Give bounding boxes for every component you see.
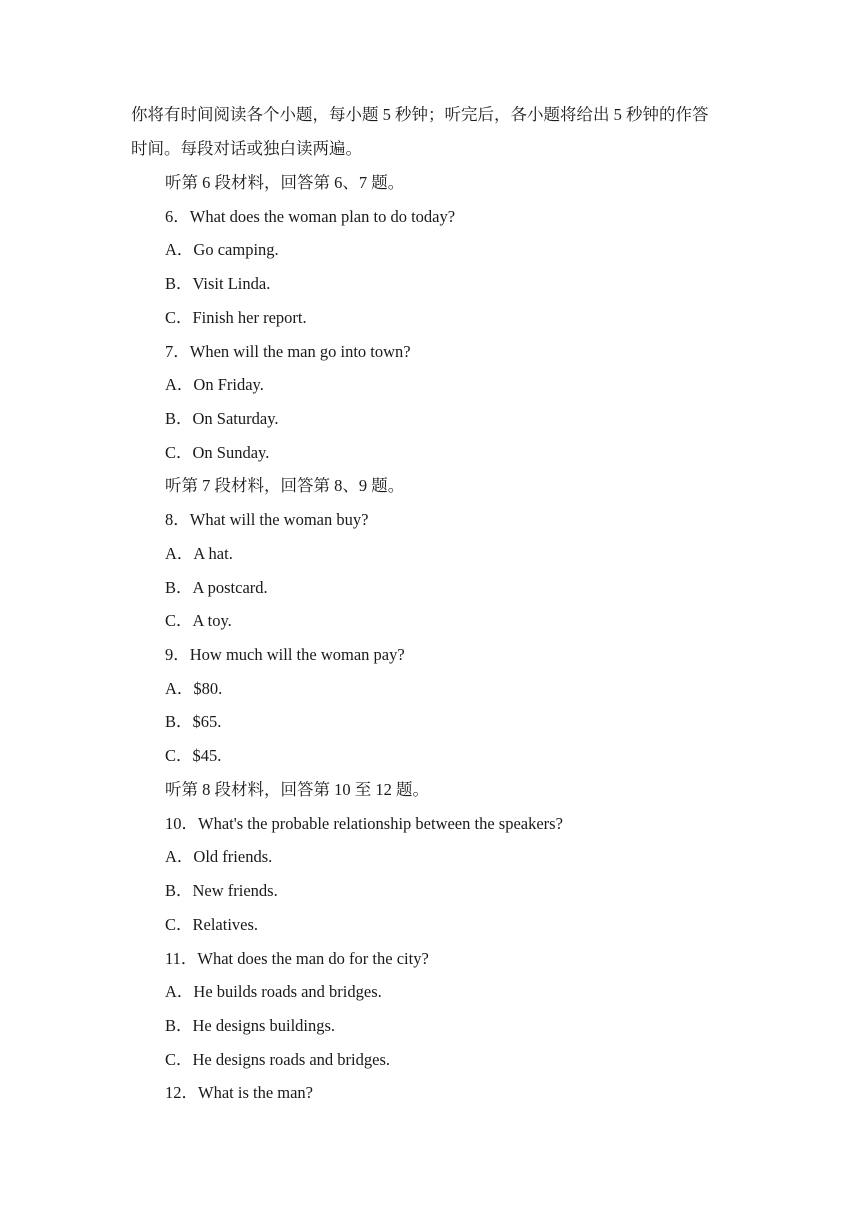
answer-option: C．On Sunday. xyxy=(165,443,270,462)
question-stem: 9．How much will the woman pay? xyxy=(165,645,405,664)
question-stem: 6．What does the woman plan to do today? xyxy=(165,207,456,226)
answer-option: C．Finish her report. xyxy=(165,308,307,327)
question-stem: 11．What does the man do for the city? xyxy=(165,949,429,968)
intro-line-2: 时间。每段对话或独白读两遍。 xyxy=(131,139,362,158)
question-stem: 10．What's the probable relationship between the speakers? xyxy=(165,814,563,833)
answer-option: A．Go camping. xyxy=(165,240,279,259)
section-heading: 听第 7 段材料，回答第 8、9 题。 xyxy=(165,476,405,495)
answer-option: B．Visit Linda. xyxy=(165,274,271,293)
answer-option: A．A hat. xyxy=(165,544,233,563)
intro-line-1: 你将有时间阅读各个小题，每小题 5 秒钟；听完后，各小题将给出 5 秒钟的作答 xyxy=(131,105,709,124)
answer-option: B．$65. xyxy=(165,712,222,731)
question-stem: 8．What will the woman buy? xyxy=(165,510,369,529)
answer-option: B．New friends. xyxy=(165,881,278,900)
answer-option: A．On Friday. xyxy=(165,375,264,394)
answer-option: A．Old friends. xyxy=(165,847,273,866)
section-heading: 听第 8 段材料，回答第 10 至 12 题。 xyxy=(165,780,429,799)
answer-option: B．On Saturday. xyxy=(165,409,279,428)
answer-option: B．He designs buildings. xyxy=(165,1016,336,1035)
answer-option: C．He designs roads and bridges. xyxy=(165,1050,391,1069)
question-stem: 7．When will the man go into town? xyxy=(165,342,411,361)
answer-option: A．$80. xyxy=(165,679,223,698)
section-heading: 听第 6 段材料，回答第 6、7 题。 xyxy=(165,173,405,192)
answer-option: C．A toy. xyxy=(165,611,232,630)
answer-option: C．$45. xyxy=(165,746,222,765)
answer-option: B．A postcard. xyxy=(165,578,268,597)
answer-option: C．Relatives. xyxy=(165,915,259,934)
question-stem: 12．What is the man? xyxy=(165,1083,314,1102)
answer-option: A．He builds roads and bridges. xyxy=(165,982,382,1001)
